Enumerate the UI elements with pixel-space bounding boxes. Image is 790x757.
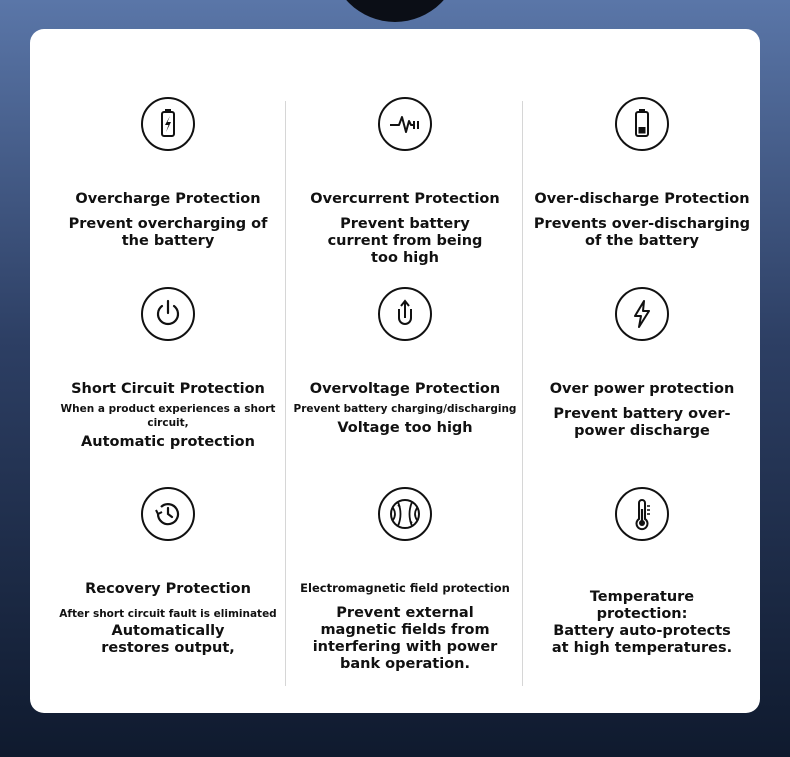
thermometer-icon	[615, 487, 669, 541]
battery-low-icon	[615, 97, 669, 151]
feature-description: Voltage too high	[337, 420, 473, 436]
feature-title: Short Circuit Protection	[71, 381, 265, 397]
feature-description: Automatically restores output,	[101, 623, 235, 656]
feature-description: Battery auto-protects at high temperatures.	[551, 623, 733, 656]
feature-description: Prevent external magnetic fields from interfering with power bank operation.	[312, 605, 498, 672]
feature-subtext: When a product experiences a short circuit,	[60, 403, 276, 429]
magnet-arrow-icon	[378, 287, 432, 341]
power-icon	[141, 287, 195, 341]
top-decoration	[330, 0, 460, 22]
feature-temperature	[522, 487, 762, 657]
feature-overvoltage	[285, 287, 525, 437]
feature-title: Over power protection	[549, 381, 735, 397]
lightning-icon	[615, 287, 669, 341]
feature-title: Temperature protection:	[589, 589, 695, 622]
feature-title: Overcharge Protection	[75, 191, 261, 207]
feature-title: Recovery Protection	[85, 581, 251, 597]
feature-short-circuit	[48, 287, 288, 451]
feature-title: Overcurrent Protection	[310, 191, 500, 207]
feature-description: Prevent battery current from being too high	[327, 216, 483, 266]
battery-charging-icon	[141, 97, 195, 151]
feature-over-power	[522, 287, 762, 440]
feature-electromagnetic	[285, 487, 525, 673]
feature-recovery	[48, 487, 288, 657]
feature-description: Prevent overcharging of the battery	[68, 216, 268, 249]
feature-description: Prevents over-discharging of the battery	[533, 216, 751, 249]
feature-subtext: After short circuit fault is eliminated	[59, 608, 277, 620]
restore-clock-icon	[141, 487, 195, 541]
features-card	[30, 29, 760, 713]
em-field-icon	[378, 487, 432, 541]
feature-subtext: Prevent battery charging/discharging	[293, 403, 517, 415]
feature-title: Electromagnetic field protection	[300, 581, 510, 595]
feature-title: Over-discharge Protection	[534, 191, 750, 207]
feature-description: Prevent battery over-power discharge	[553, 406, 731, 439]
feature-overdischarge	[522, 97, 762, 250]
feature-overcurrent	[285, 97, 525, 267]
feature-title: Overvoltage Protection	[309, 381, 501, 397]
feature-overcharge	[48, 97, 288, 250]
feature-description: Automatic protection	[81, 434, 255, 450]
pulse-wave-icon	[378, 97, 432, 151]
